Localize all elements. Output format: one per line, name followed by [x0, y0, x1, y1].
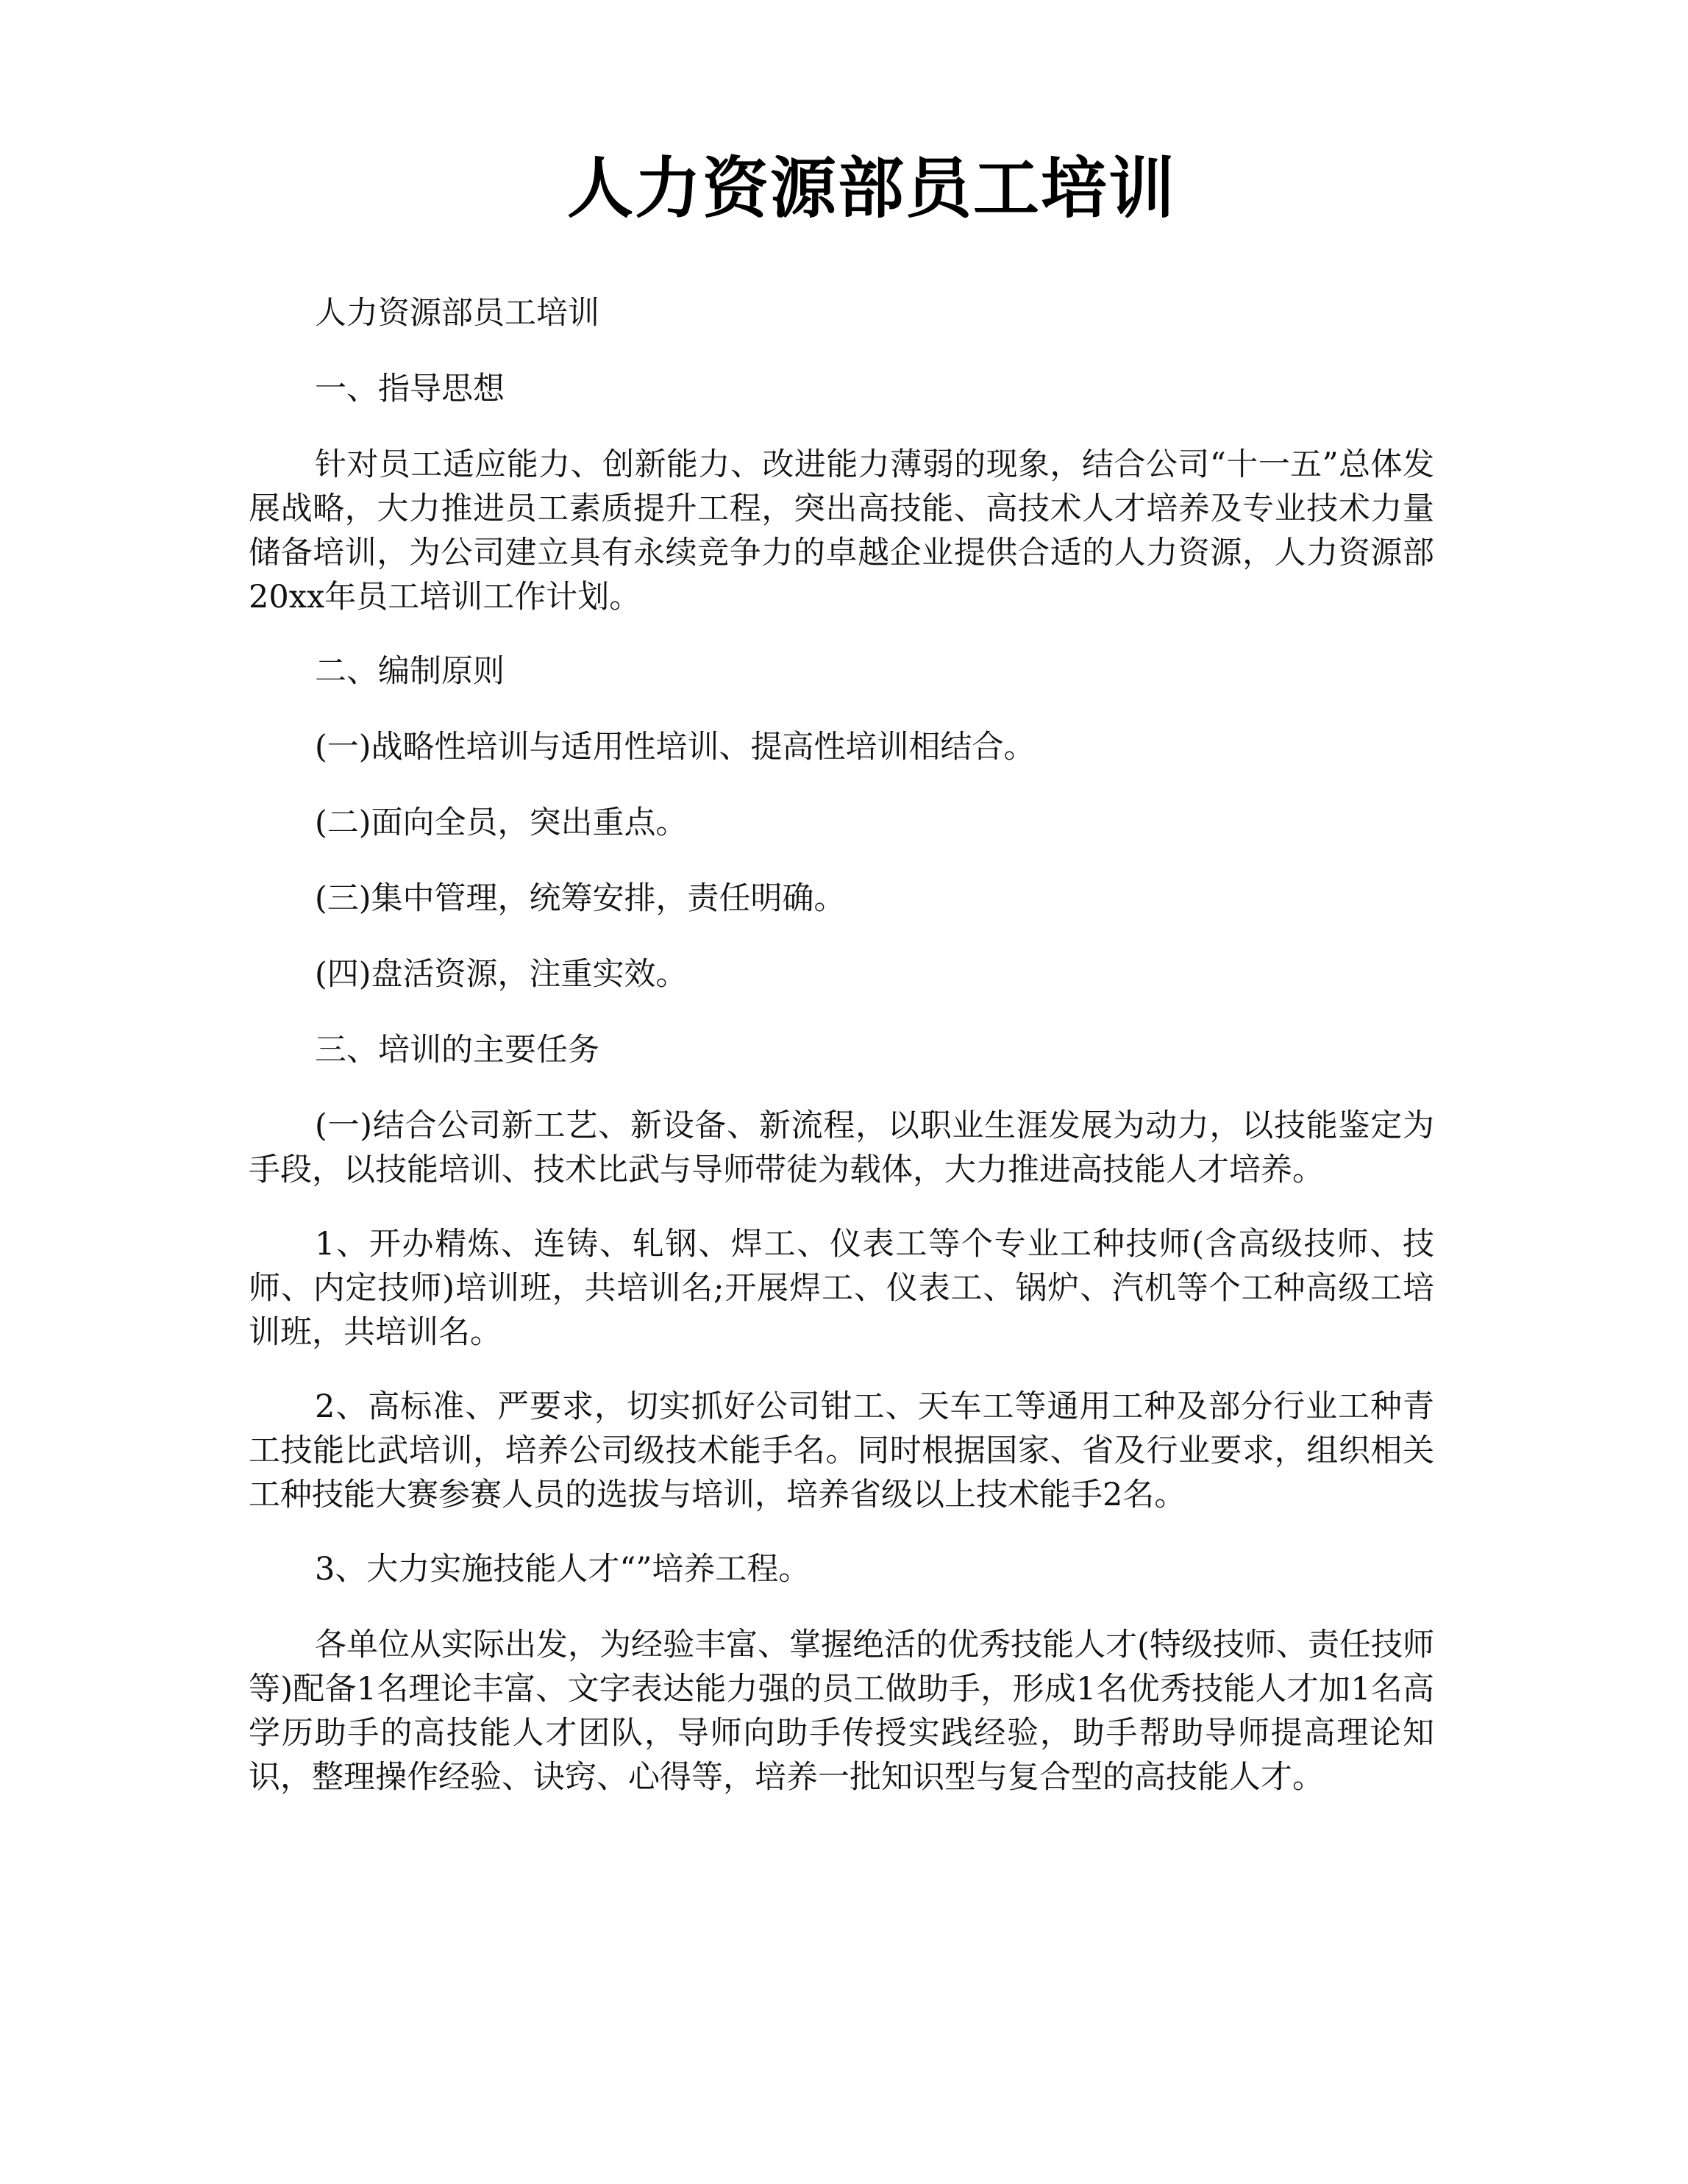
- section-heading-guiding-ideology: 一、指导思想: [315, 371, 505, 407]
- principle-item-3: (三)集中管理，统筹安排，责任明确。: [315, 880, 846, 917]
- paragraph-mentor-program: 各单位从实际出发，为经验丰富、掌握绝活的优秀技能人才(特级技师、责任技师等)配备1名理论丰富、文字表达能力强的员工做助手，形成1名优秀技能人才加1名高学历助手的高技能人才团队，导师向助手传授实践经验，助手帮助导师提高理论知识，整理操作经验、诀窍、心得等，培养一批知识型与复合型的高技能人才。: [249, 1627, 1434, 1796]
- document-title: 人力资源部员工培训: [567, 149, 1176, 227]
- task-subitem-1: 1、开办精炼、连铸、轧钢、焊工、仪表工等个专业工种技师(含高级技师、技师、内定技师)培训班，共培训名;开展焊工、仪表工、锅炉、汽机等个工种高级工培训班，共培训名。: [249, 1226, 1434, 1351]
- principle-item-2: (二)面向全员，突出重点。: [315, 804, 688, 841]
- principle-item-1: (一)战略性培训与适用性培训、提高性培训相结合。: [315, 729, 1036, 766]
- task-item-1: (一)结合公司新工艺、新设备、新流程，以职业生涯发展为动力，以技能鉴定为手段，以技能培训、技术比武与导师带徒为载体，大力推进高技能人才培养。: [249, 1107, 1434, 1188]
- principle-item-4: (四)盘活资源，注重实效。: [315, 956, 688, 993]
- task-subitem-2: 2、高标准、严要求，切实抓好公司钳工、天车工等通用工种及部分行业工种青工技能比武培训，培养公司级技术能手名。同时根据国家、省及行业要求，组织相关工种技能大赛参赛人员的选拔与培训，培养省级以上技术能手2名。: [249, 1388, 1434, 1513]
- paragraph-guiding-ideology: 针对员工适应能力、创新能力、改进能力薄弱的现象，结合公司“十一五”总体发展战略，大力推进员工素质提升工程，突出高技能、高技术人才培养及专业技术力量储备培训，为公司建立具有永续竞争力的卓越企业提供合适的人力资源，人力资源部20xx年员工培训工作计划。: [249, 446, 1434, 615]
- document-body: [249, 291, 1434, 1830]
- task-subitem-3: 3、大力实施技能人才“”培养工程。: [315, 1551, 811, 1588]
- section-heading-principles: 二、编制原则: [315, 653, 505, 690]
- section-heading-main-tasks: 三、培训的主要任务: [315, 1032, 599, 1068]
- paragraph-subtitle: 人力资源部员工培训: [315, 295, 599, 332]
